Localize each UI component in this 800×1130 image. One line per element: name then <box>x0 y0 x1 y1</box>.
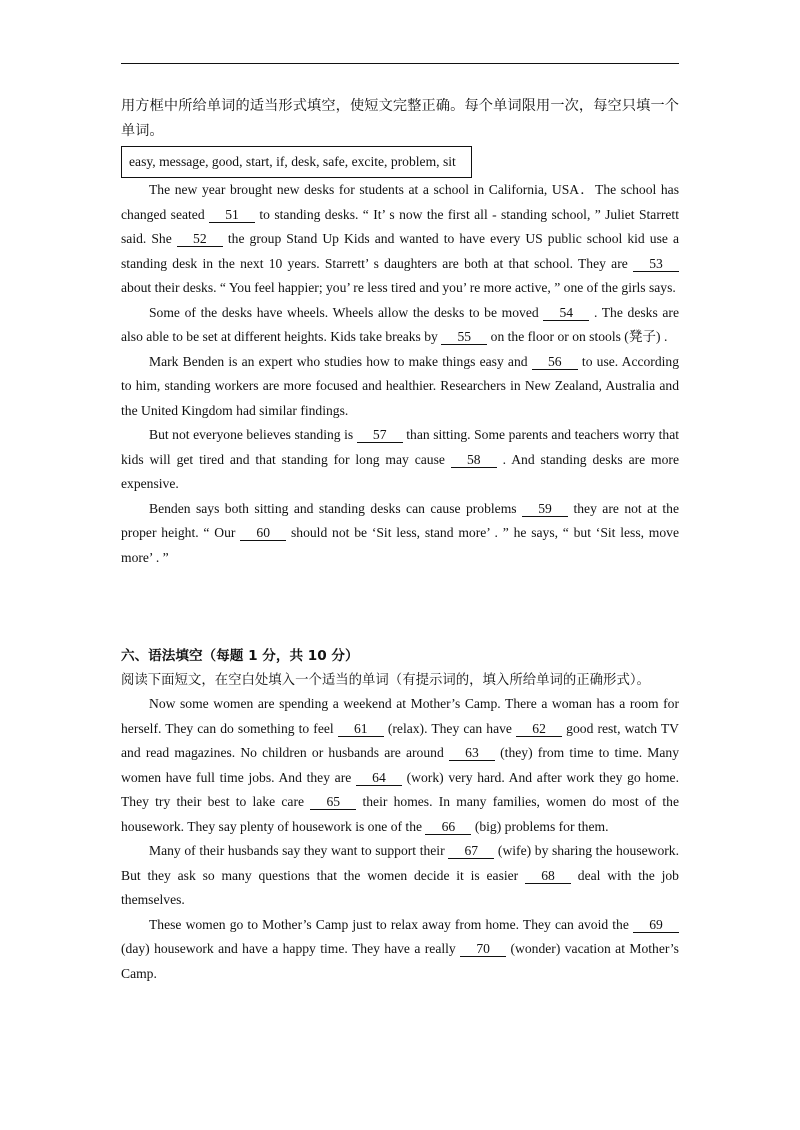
passage-text: to standing desks. “ It’ s now the first all - standing school, ” Juliet Starrett said. She <box>121 206 679 246</box>
passage-text: deal with the job themselves. <box>121 867 679 907</box>
passage-text: they are not at the proper height. “ Our <box>121 500 680 540</box>
header-rule <box>121 63 679 64</box>
blank-69[interactable]: 69 <box>633 917 679 933</box>
paragraph <box>121 350 679 424</box>
blank-64[interactable]: 64 <box>356 770 402 786</box>
passage-text: These women go to Mother’s Camp just to relax away from home. They can avoid the <box>149 916 633 932</box>
paragraph <box>121 497 679 571</box>
blank-54[interactable]: 54 <box>543 305 589 321</box>
blank-67[interactable]: 67 <box>448 843 494 859</box>
passage-text: Mark Benden is an expert who studies how to make things easy and <box>149 353 532 369</box>
paragraph <box>121 839 679 913</box>
passage-text: on the floor or on stools (凳子) . <box>487 329 668 344</box>
blank-61[interactable]: 61 <box>338 721 384 737</box>
paragraph <box>121 423 679 497</box>
passage-text: (day) housework and have a happy time. They have a really <box>121 941 461 956</box>
section5-instruction: 用方框中所给单词的适当形式填空，使短文完整正确。每个单词限用一次，每空只填一个单词。 <box>121 98 679 139</box>
passage-text: Many of their husbands say they want to support their <box>149 843 449 858</box>
paragraph <box>121 178 679 301</box>
paragraph <box>121 913 679 987</box>
blank-62[interactable]: 62 <box>516 721 562 737</box>
passage-text: The new year brought new desks for students at a school in California, USA．The school has changed seated <box>121 182 679 222</box>
section6-title: 六、语法填空（每题 1 分，共 10 分） <box>121 648 359 664</box>
passage-text: (wonder) vacation at Mother’s Camp. <box>121 941 679 981</box>
passage-text: their homes. In many families, women do most of the housework. They say plenty of housework is one of the <box>121 794 679 834</box>
blank-68[interactable]: 68 <box>525 868 571 884</box>
passage-text: (relax). They can have <box>383 720 517 736</box>
blank-63[interactable]: 63 <box>449 745 495 761</box>
blank-59[interactable]: 59 <box>522 501 568 517</box>
paragraph <box>121 301 679 350</box>
passage-text: should not be ‘Sit less, stand more’ . ” he says, “ but ‘Sit less, move more’ . ” <box>121 525 679 565</box>
section5-passage <box>121 178 679 570</box>
passage-text: Benden says both sitting and standing desks can cause problems <box>149 500 523 516</box>
passage-text: about their desks. “ You feel happier; you’ re less tired and you’ re more active, ” one of the girls says. <box>121 280 676 295</box>
section6-instruction: 阅读下面短文，在空白处填入一个适当的单词（有提示词的，填入所给单词的正确形式）。 <box>121 673 650 688</box>
blank-58[interactable]: 58 <box>451 452 497 468</box>
blank-51[interactable]: 51 <box>209 207 255 223</box>
blank-53[interactable]: 53 <box>633 256 679 272</box>
blank-55[interactable]: 55 <box>441 329 487 345</box>
passage-text: (big) problems for them. <box>471 818 609 834</box>
passage-text: Now some women are spending a weekend at Mother’s Camp. There a woman has a room for herself. They can do something to feel <box>121 696 679 736</box>
passage-text: than sitting. Some parents and teachers worry that kids will get tired and that standing for long may cause <box>121 427 680 467</box>
passage-text: (work) very hard. And after work they go home. They try their best to lake care <box>121 769 679 809</box>
blank-60[interactable]: 60 <box>240 525 286 541</box>
blank-66[interactable]: 66 <box>425 819 471 835</box>
passage-text: Some of the desks have wheels. Wheels allow the desks to be moved <box>149 304 544 320</box>
passage-text: . The desks are also able to be set at different heights. Kids take breaks by <box>121 304 679 344</box>
blank-57[interactable]: 57 <box>357 427 403 443</box>
passage-text: the group Stand Up Kids and wanted to have every US public school kid use a standing desk in the next 10 years. Starrett’ s daughters are both at that school. They are <box>121 231 679 271</box>
blank-70[interactable]: 70 <box>460 941 506 957</box>
passage-text: But not everyone believes standing is <box>149 427 357 442</box>
passage-text: good rest, watch TV and read magazines. No children or husbands are around <box>121 720 679 760</box>
word-box: easy, message, good, start, if, desk, safe, excite, problem, sit <box>121 146 472 178</box>
passage-text: to use. According to him, standing workers are more focused and healthier. Researchers in New Zealand, Australia and the United Kingdom had similar findings. <box>121 353 679 418</box>
blank-56[interactable]: 56 <box>532 354 578 370</box>
blank-65[interactable]: 65 <box>310 794 356 810</box>
passage-text: . And standing desks are more expensive. <box>121 451 679 491</box>
passage-text: (wife) by sharing the housework. But they ask so many questions that the women decide it is easier <box>121 843 679 883</box>
section6-passage <box>121 692 679 986</box>
blank-52[interactable]: 52 <box>177 231 223 247</box>
passage-text: (they) from time to time. Many women have full time jobs. And they are <box>121 745 680 785</box>
paragraph <box>121 692 679 839</box>
